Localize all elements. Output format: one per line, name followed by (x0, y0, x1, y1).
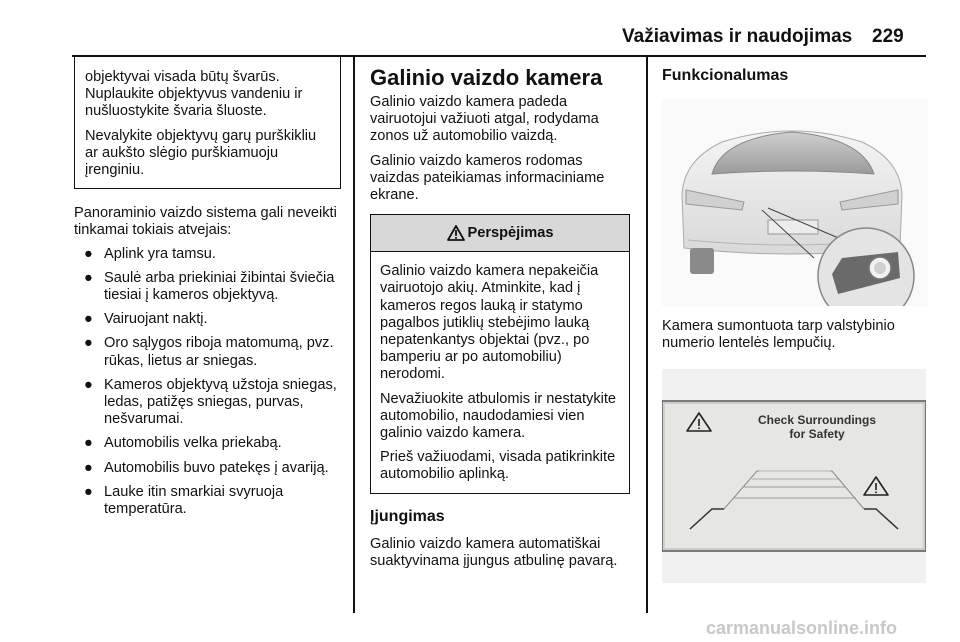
column-3 (662, 57, 928, 583)
body-paragraph: Galinio vaizdo kamera padeda vairuotojui važiuoti atgal, rodydama zonos už automobilio vaizdą. (370, 94, 599, 145)
list-item-text: Aplink yra tamsu. (104, 245, 216, 262)
activation-text: Galinio vaizdo kamera automatiškai suaktyvinama įjungus atbulinę pavarą. (370, 535, 618, 569)
conditions-intro: Panoraminio vaizdo sistema gali neveikti tinkamai tokiais atvejais: (74, 205, 337, 239)
display-message-line2: for Safety (789, 427, 845, 442)
warning-box (370, 214, 630, 493)
list-item-text: Vairuojant naktį. (104, 311, 208, 328)
display-message-line1: Check Surroundings (757, 413, 876, 428)
list-item-text: Lauke itin smarkiai svyruoja temperatūra. (104, 483, 284, 518)
list-item (74, 484, 342, 518)
list-item-text: Automobilis buvo patekęs į avariją. (104, 459, 329, 476)
column-1 (74, 57, 342, 525)
car-rear-camera-illustration (662, 98, 928, 306)
box-paragraph: objektyvai visada būtų švarūs. Nuplaukite objektyvus vandeniu ir nušluostykite švaria šluoste. (85, 69, 303, 120)
bullet-icon: ● (84, 483, 93, 500)
conditions-list (74, 246, 342, 519)
cleaning-note-box (74, 57, 341, 189)
warning-triangle-icon (447, 225, 465, 241)
box-paragraph: Nevalykite objektyvų garų purškikliu ar aukšto slėgio purškiamuoju įrenginiu. (85, 127, 317, 179)
functionality-heading: Funkcionalumas (662, 67, 789, 84)
list-item (74, 270, 342, 304)
camera-caption: Kamera sumontuota tarp valstybinio numerio lentelės lempučių. (662, 318, 895, 352)
column-2 (370, 57, 632, 570)
bullet-icon: ● (84, 376, 93, 393)
warning-paragraph: Prieš važiuodami, visada patikrinkite automobilio aplinką. (380, 449, 616, 483)
bullet-icon: ● (84, 269, 93, 286)
bullet-icon: ● (84, 245, 93, 262)
list-item-text: Oro sąlygos riboja matomumą, pvz. rūkas, lietus ar sniegas. (104, 335, 334, 369)
bullet-icon: ● (84, 311, 93, 328)
section-title: Galinio vaizdo kamera (370, 65, 603, 90)
list-item-text: Saulė arba priekiniai žibintai šviečia tiesiai į kameros objektyvą. (104, 269, 335, 304)
warning-title: Perspėjimas (467, 225, 554, 242)
list-item (74, 335, 342, 369)
warning-body (371, 252, 629, 492)
watermark: carmanualsonline.info (706, 618, 898, 638)
column-divider-1 (353, 57, 355, 613)
column-divider-2 (646, 57, 648, 613)
list-item-text: Automobilis velka priekabą. (104, 435, 282, 452)
bullet-icon: ● (84, 459, 93, 476)
list-item (74, 246, 342, 263)
list-item (74, 435, 342, 452)
page-header (0, 26, 960, 50)
camera-display-illustration (662, 369, 926, 583)
warning-paragraph: Nevažiuokite atbulomis ir nestatykite automobilio, naudodamiesi vien galinio vaizdo kamera. (380, 390, 617, 442)
page-number: 229 (872, 26, 904, 47)
list-item (74, 311, 342, 328)
list-item (74, 460, 342, 477)
list-item (74, 377, 342, 429)
activation-heading: Įjungimas (370, 507, 445, 525)
body-paragraph: Galinio vaizdo kameros rodomas vaizdas pateikiamas informaciniame ekrane. (370, 152, 605, 204)
bullet-icon: ● (84, 335, 93, 352)
header-title: Važiavimas ir naudojimas (622, 26, 853, 47)
bullet-icon: ● (84, 435, 93, 452)
warning-paragraph: Galinio vaizdo kamera nepakeičia vairuotojo akių. Atminkite, kad į kameros regos lauką ir statymo pagalbos jutiklių stebėjimo lauką nepatenkantys objektai (pvz., po bamperiu ar po automobiliu) nerodomi. (380, 263, 599, 383)
warning-header (371, 215, 629, 252)
list-item-text: Kameros objektyvą užstoja sniegas, ledas, patižęs sniegas, purvas, nešvarumai. (104, 376, 337, 428)
